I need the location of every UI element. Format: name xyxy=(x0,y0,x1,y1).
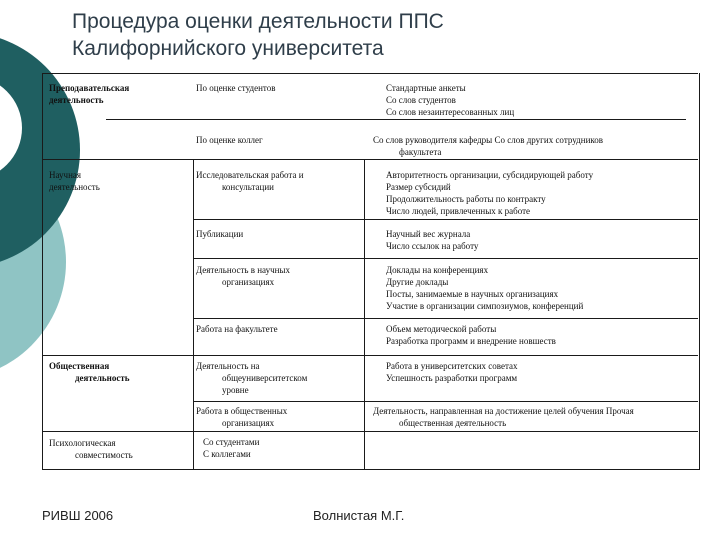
section-label: деятельность xyxy=(49,95,104,105)
criterion-cell xyxy=(203,436,259,460)
row-divider xyxy=(106,119,686,120)
criterion-cell xyxy=(196,82,275,94)
section-label: Преподавательская xyxy=(49,83,130,93)
indicator-text: Другие доклады xyxy=(386,277,449,287)
indicator-text: Со слов студентов xyxy=(386,95,456,105)
indicator-text: Стандартные анкеты xyxy=(386,83,466,93)
section-label: деятельность xyxy=(49,182,100,192)
indicator-text: факультета xyxy=(399,147,442,157)
section-label: Психологическая xyxy=(49,438,116,448)
criterion-text: С коллегами xyxy=(203,449,251,459)
criterion-text: Работа на факультете xyxy=(196,324,278,334)
criterion-cell xyxy=(196,228,243,240)
section-label: Научная xyxy=(49,170,82,180)
section-divider xyxy=(43,431,698,432)
criterion-text: Со студентами xyxy=(203,437,260,447)
row-divider xyxy=(193,318,698,319)
section-label: совместимость xyxy=(75,450,133,460)
criterion-text: уровне xyxy=(222,385,249,395)
indicator-text: Посты, занимаемые в научных организациях xyxy=(386,289,559,299)
indicator-cell xyxy=(386,264,583,312)
indicator-text: общественная деятельность xyxy=(399,418,507,428)
criterion-text: Деятельность в научных xyxy=(196,265,290,275)
indicator-text: Успешность разработки программ xyxy=(386,373,518,383)
indicator-cell xyxy=(386,323,556,347)
criterion-cell xyxy=(196,405,287,429)
section-service xyxy=(49,360,130,384)
section-divider xyxy=(43,355,698,356)
section-label: деятельность xyxy=(75,373,130,383)
criterion-cell xyxy=(196,360,307,396)
section-compat xyxy=(49,437,133,461)
criterion-cell xyxy=(196,169,304,193)
section-label: Общественная xyxy=(49,361,110,371)
criterion-text: организациях xyxy=(222,277,275,287)
criterion-cell xyxy=(196,134,263,146)
indicator-text: Научный вес журнала xyxy=(386,229,471,239)
indicator-text: Число людей, привлеченных к работе xyxy=(386,206,531,216)
indicator-text: Доклады на конференциях xyxy=(386,265,489,275)
section-research xyxy=(49,169,100,193)
title-line: Калифорнийского университета xyxy=(72,37,384,60)
row-divider xyxy=(193,219,698,220)
criterion-text: Работа в общественных xyxy=(196,406,288,416)
indicator-text: Со слов руководителя кафедры Со слов других сотрудников xyxy=(373,135,604,145)
column-divider xyxy=(364,159,365,469)
footer-left: РИВШ 2006 xyxy=(42,508,114,523)
title-line: Процедура оценки деятельности ППС xyxy=(72,10,444,33)
indicator-text: Работа в университетских советах xyxy=(386,361,518,371)
indicator-text: Число ссылок на работу xyxy=(386,241,479,251)
indicator-cell xyxy=(386,169,593,217)
section-divider xyxy=(43,159,698,160)
indicator-text: Размер субсидий xyxy=(386,182,451,192)
indicator-text: Объем методической работы xyxy=(386,324,497,334)
criterion-text: организациях xyxy=(222,418,275,428)
criterion-text: консультации xyxy=(222,182,274,192)
indicator-text: Разработка программ и внедрение новшеств xyxy=(386,336,556,346)
evaluation-table xyxy=(42,73,700,470)
row-divider xyxy=(193,401,698,402)
indicator-cell xyxy=(386,82,514,118)
indicator-text: Авторитетность организации, субсидирующей работу xyxy=(386,170,594,180)
indicator-cell xyxy=(373,405,634,429)
row-divider xyxy=(193,258,698,259)
footer-center: Волнистая М.Г. xyxy=(313,508,405,523)
criterion-cell xyxy=(196,323,278,335)
indicator-text: Деятельность, направленная на достижение целей обучения Прочая xyxy=(373,406,634,416)
indicator-cell xyxy=(373,134,603,158)
criterion-cell xyxy=(196,264,290,288)
indicator-cell xyxy=(386,228,478,252)
criterion-text: общеуниверситетском xyxy=(222,373,308,383)
column-divider xyxy=(193,159,194,469)
table-border-top xyxy=(43,73,698,74)
criterion-text: Исследовательская работа и xyxy=(196,170,304,180)
section-teaching xyxy=(49,82,129,106)
criterion-text: Публикации xyxy=(196,229,244,239)
indicator-text: Участие в организации симпозиумов, конференций xyxy=(386,301,584,311)
page-title xyxy=(72,8,632,62)
criterion-text: Деятельность на xyxy=(196,361,260,371)
indicator-text: Со слов незаинтересованных лиц xyxy=(386,107,515,117)
indicator-text: Продолжительность работы по контракту xyxy=(386,194,546,204)
criterion-text: По оценке студентов xyxy=(196,83,276,93)
criterion-text: По оценке коллег xyxy=(196,135,263,145)
indicator-cell xyxy=(386,360,518,384)
